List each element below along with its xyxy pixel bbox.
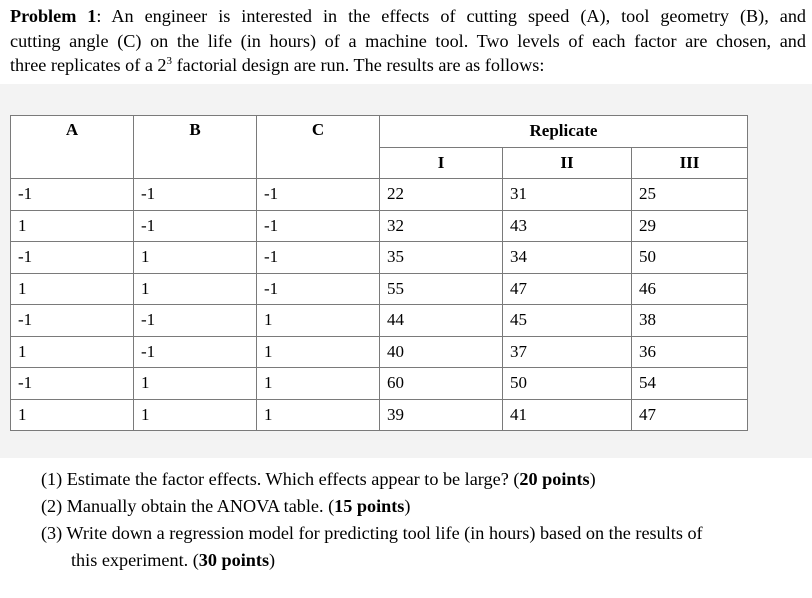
cell-rep-2: 31 bbox=[503, 179, 632, 211]
cell-a: 1 bbox=[11, 210, 134, 242]
cell-rep-2: 45 bbox=[503, 305, 632, 337]
cell-b: -1 bbox=[134, 336, 257, 368]
cell-rep-1: 32 bbox=[380, 210, 503, 242]
header-c: C bbox=[257, 116, 380, 179]
cell-a: 1 bbox=[11, 336, 134, 368]
header-row-1 bbox=[11, 116, 748, 148]
cell-b: 1 bbox=[134, 242, 257, 274]
results-table bbox=[10, 115, 748, 431]
cell-rep-3: 50 bbox=[632, 242, 748, 274]
cell-rep-1: 44 bbox=[380, 305, 503, 337]
cell-c: -1 bbox=[257, 273, 380, 305]
cell-a: -1 bbox=[11, 179, 134, 211]
cell-rep-2: 41 bbox=[503, 399, 632, 431]
problem-line-3: three replicates of a $2^3$ factorial design are run. The results are as follows: bbox=[10, 55, 545, 75]
cell-a: 1 bbox=[11, 399, 134, 431]
question-3: (3) Write down a regression model for predicting tool life (in hours) based on the results of bbox=[41, 523, 703, 543]
table-row bbox=[11, 242, 748, 274]
cell-b: 1 bbox=[134, 273, 257, 305]
cell-rep-1: 55 bbox=[380, 273, 503, 305]
cell-rep-2: 37 bbox=[503, 336, 632, 368]
header-replicate-i: I bbox=[380, 147, 503, 179]
question-2-points: 15 points bbox=[334, 496, 405, 516]
header-replicate-ii: II bbox=[503, 147, 632, 179]
cell-a: -1 bbox=[11, 242, 134, 274]
problem-label: Problem 1 bbox=[10, 6, 97, 26]
cell-rep-1: 40 bbox=[380, 336, 503, 368]
cell-c: 1 bbox=[257, 399, 380, 431]
cell-b: -1 bbox=[134, 210, 257, 242]
cell-rep-1: 39 bbox=[380, 399, 503, 431]
header-replicate: Replicate bbox=[380, 116, 748, 148]
table-row bbox=[11, 336, 748, 368]
cell-rep-3: 46 bbox=[632, 273, 748, 305]
cell-c: 1 bbox=[257, 305, 380, 337]
question-1: (1) Estimate the factor effects. Which effects appear to be large? (20 points) bbox=[41, 469, 596, 489]
question-3-points: 30 points bbox=[198, 550, 270, 570]
exponent: 3 bbox=[166, 55, 173, 67]
cell-rep-1: 22 bbox=[380, 179, 503, 211]
cell-c: -1 bbox=[257, 179, 380, 211]
cell-a: -1 bbox=[11, 368, 134, 400]
problem-line-2: cutting angle (C) on the life (in hours) of a machine tool. Two levels of each factor are chosen, and bbox=[10, 30, 806, 51]
table-row bbox=[11, 273, 748, 305]
cell-rep-3: 36 bbox=[632, 336, 748, 368]
cell-rep-2: 34 bbox=[503, 242, 632, 274]
cell-rep-3: 25 bbox=[632, 179, 748, 211]
problem-statement bbox=[10, 4, 806, 78]
cell-b: 1 bbox=[134, 399, 257, 431]
cell-c: 1 bbox=[257, 368, 380, 400]
cell-rep-3: 54 bbox=[632, 368, 748, 400]
table-row bbox=[11, 210, 748, 242]
cell-rep-1: 35 bbox=[380, 242, 503, 274]
header-b: B bbox=[134, 116, 257, 179]
cell-rep-3: 47 bbox=[632, 399, 748, 431]
cell-rep-1: 60 bbox=[380, 368, 503, 400]
cell-a: 1 bbox=[11, 273, 134, 305]
cell-rep-2: 50 bbox=[503, 368, 632, 400]
cell-b: 1 bbox=[134, 368, 257, 400]
cell-rep-2: 47 bbox=[503, 273, 632, 305]
cell-rep-2: 43 bbox=[503, 210, 632, 242]
cell-b: -1 bbox=[134, 305, 257, 337]
question-3-continuation: this experiment. (30 points) bbox=[71, 550, 276, 570]
table-row bbox=[11, 399, 748, 431]
cell-c: 1 bbox=[257, 336, 380, 368]
cell-c: -1 bbox=[257, 210, 380, 242]
cell-b: -1 bbox=[134, 179, 257, 211]
cell-rep-3: 29 bbox=[632, 210, 748, 242]
table-row bbox=[11, 179, 748, 211]
question-list bbox=[41, 466, 781, 574]
problem-line-1: Problem 1: An engineer is interested in the effects of cutting speed (A), tool geometry (B), and bbox=[10, 6, 807, 26]
table-row bbox=[11, 305, 748, 337]
question-1-points: 20 points bbox=[519, 469, 590, 489]
cell-c: -1 bbox=[257, 242, 380, 274]
table-row bbox=[11, 368, 748, 400]
header-a: A bbox=[11, 116, 134, 179]
question-2: (2) Manually obtain the ANOVA table. (15 points) bbox=[41, 496, 411, 516]
header-replicate-iii: III bbox=[632, 147, 748, 179]
cell-rep-3: 38 bbox=[632, 305, 748, 337]
cell-a: -1 bbox=[11, 305, 134, 337]
